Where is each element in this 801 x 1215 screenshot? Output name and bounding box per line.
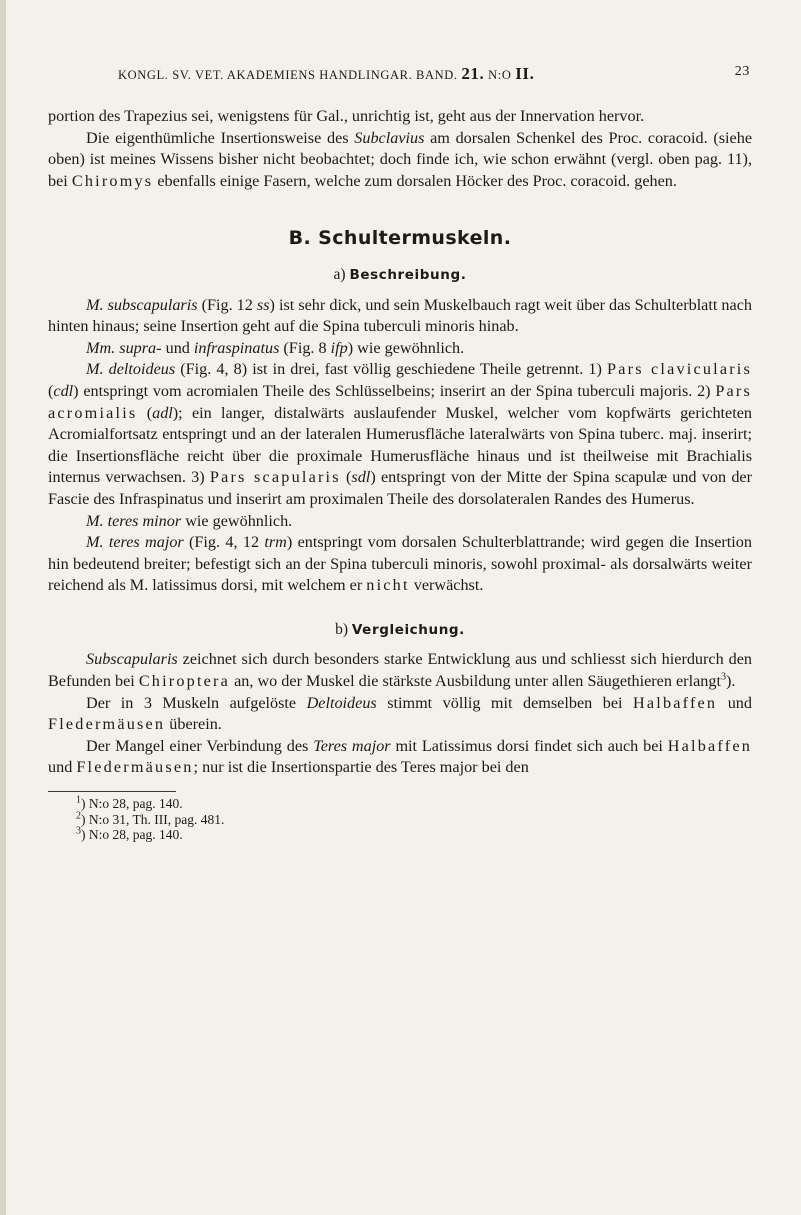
para-8-a: Der in 3 Muskeln aufgelöste [86,693,307,712]
para-6-e: nicht [366,576,410,595]
para-3-a: Mm. supra- [86,338,162,357]
sub-a-num: a) [333,265,346,283]
para-4-e: cdl [53,381,74,400]
para-4-n: ) entspringt von der Mitte der Spina scapulæ und von der Fascie des Infraspinatus und inserirt am proximalen Theile des dorsolateralen Randes des Humerus. [48,468,753,508]
para-6 [48,532,752,597]
para-4-g: Pars acromialis [48,381,752,422]
para-3-d: (Fig. 8 [279,338,331,357]
para-8-b: Deltoideus [306,693,377,712]
footnote-2 [48,812,752,828]
para-8-f: Fledermäusen [48,715,166,734]
para-6-d: ) entspringt vom dorsalen Schulterblattrande; wird gegen die Insertion hin bedeutend breiter; befestigt sich an der Spina tuberculi minoris, sowohl proximal- als dorsalwärts weiter reichend als M. latissimus dorsi, mit welchem er [48,533,752,595]
header-no: II. [515,64,535,83]
para-3-b: und [161,338,194,357]
para-4 [48,359,752,510]
para-3 [48,338,752,360]
para-4-d: ( [48,381,54,400]
footnote-1 [48,796,752,812]
para-4-i: adl [152,403,173,422]
para-5-a: M. teres minor [86,511,182,530]
para-1-a: Die eigenthümliche Insertionsweise des [86,128,355,147]
header-no-label: N:O [488,68,516,82]
para-1-d: Chiromys [71,171,154,190]
para-7-b: zeichnet sich durch besonders starke Entwicklung aus und schliesst sich hierdurch den Befunden bei [48,650,752,691]
sub-b-title: Vergleichung. [351,621,465,638]
para-8-g: überein. [165,715,222,734]
para-9-b: Teres major [313,736,391,755]
page-edge [0,0,6,1215]
para-1-e: ebenfalls einige Fasern, welche zum dorsalen Höcker des Proc. coracoid. gehen. [153,171,677,190]
para-2-d: ) ist sehr dick, und sein Muskelbauch ragt weit über das Schulterblatt nach hinten hinaus; seine Insertion geht auf die Spina tuberculi minoris hinab. [48,295,752,336]
para-3-e: ifp [330,338,348,357]
para-8-d: Halbaffen [633,693,718,712]
para-2-a: M. subscapularis [86,295,198,314]
footnote-1-text: ) N:o 28, pag. 140. [81,796,183,812]
para-2-b: (Fig. 12 [197,295,257,314]
footnote-3-text: ) N:o 28, pag. 140. [81,827,183,843]
para-7-e: ). [725,672,736,691]
para-6-b: (Fig. 4, 12 [183,533,265,552]
para-6-c: trm [264,533,287,552]
para-9 [48,736,752,779]
footnote-3 [48,827,752,843]
body-text [48,106,752,843]
footnote-rule [48,791,176,792]
footnote-3-mark: 3 [76,825,81,837]
para-4-a: M. deltoideus [86,360,176,379]
running-header [48,62,752,86]
subheading-b [48,619,752,642]
para-4-h: ( [137,403,153,422]
para-3-c: infraspinatus [193,338,280,357]
footnote-2-mark: 2 [76,810,81,822]
para-4-k: Pars scapularis [209,468,341,487]
header-band: 21. [461,64,485,83]
subheading-a [48,264,752,287]
para-7-d: an, wo der Muskel die stärkste Ausbildung unter allen Säugethieren erlangt [230,672,721,691]
para-9-d: Halbaffen [667,736,752,755]
para-9-f: Fledermäusen [76,758,194,777]
header-title [118,64,534,84]
para-5-b: wie gewöhnlich. [181,511,293,530]
para-5 [48,511,752,533]
para-4-f: ) entspringt vom acromialen Theile des Schlüsselbeins; inserirt an der Spina tuberculi majoris. 2) [73,381,716,400]
para-2-c: ss [256,295,270,314]
footnote-1-mark: 1 [76,794,81,806]
para-9-a: Der Mangel einer Verbindung des [86,736,314,755]
para-0-text: portion des Trapezius sei, wenigstens für Gal., unrichtig ist, geht aus der Innervation hervor. [48,107,645,125]
para-0 [48,106,752,128]
para-1-c: am dorsalen Schenkel des Proc. coracoid. (siehe oben) ist meines Wissens bisher nicht beobachtet; doch finde ich, wie schon erwähnt (vergl. oben pag. 11), bei [48,128,753,190]
section-heading: B. Schultermuskeln. [288,227,512,250]
para-8-c: stimmt völlig mit demselben bei [376,693,633,712]
para-4-b: (Fig. 4, 8) ist in drei, fast völlig geschiedene Theile getrennt. 1) [175,360,608,379]
para-6-a: M. teres major [86,533,184,552]
para-4-l: ( [340,468,352,487]
para-8-e: und [717,693,752,712]
para-2 [48,295,752,338]
header-journal: KONGL. SV. VET. AKADEMIENS HANDLINGAR. BAND. [118,68,462,82]
para-9-e: und [48,758,77,777]
para-7-a: Subscapularis [86,650,178,669]
para-3-f: ) wie gewöhnlich. [347,338,465,357]
para-8 [48,693,752,736]
para-1-b: Subclavius [354,128,425,147]
para-7 [48,649,752,692]
para-4-c: Pars clavicularis [607,360,752,379]
para-9-g: ; nur ist die Insertionspartie des Teres major bei den [193,758,529,777]
page-number: 23 [734,64,750,79]
para-1 [48,128,752,193]
para-7-c: Chiroptera [138,672,231,691]
para-4-j: ); ein langer, distalwärts auslaufender Muskel, welcher vom kopfwärts gerichteten Acromialfortsatz entspringt und an der lateralen Humerusfläche lateralwärts von Spina tuberc. maj. inserirt; die Insertionsfläche reicht über die proximale Humerusfläche hinaus und ist theilweise mit Brachialis internus verwachsen. 3) [48,403,752,487]
sub-b-num: b) [335,620,348,638]
para-9-c: mit Latissimus dorsi findet sich auch bei [390,736,668,755]
sub-a-title: Beschreibung. [349,266,467,283]
footnote-2-text: ) N:o 31, Th. III, pag. 481. [81,811,225,827]
para-6-f: verwächst. [409,576,484,595]
para-4-m: sdl [351,468,371,487]
footnote-ref-3: 3 [720,671,726,683]
